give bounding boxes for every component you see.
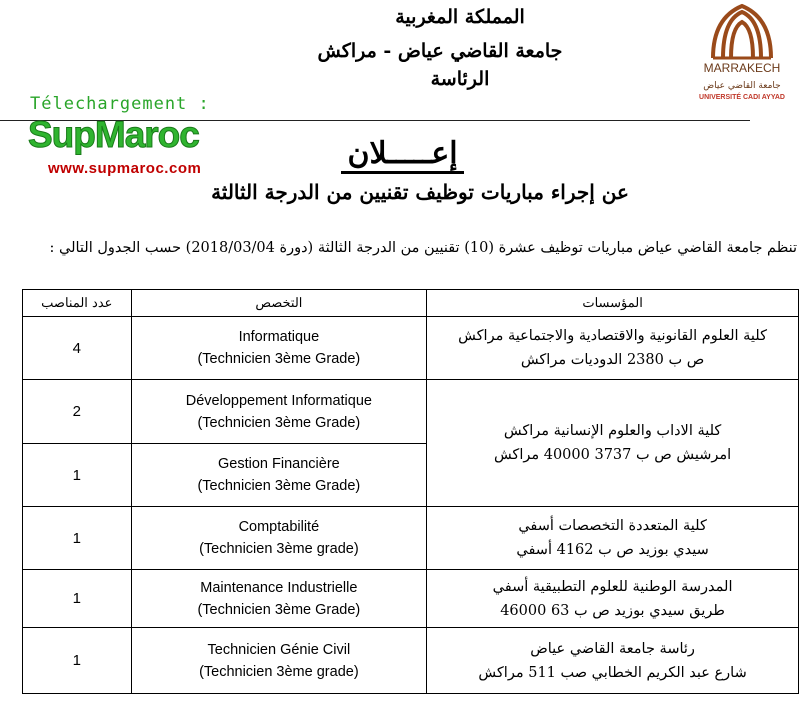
institution-address: شارع عبد الكريم الخطابي صب 511 مراكش — [478, 664, 747, 681]
table-header-row — [23, 290, 799, 317]
logo-city: MARRAKECH — [703, 61, 781, 75]
specialty-grade: (Technicien 3ème grade) — [199, 541, 359, 557]
row-count: 1 — [23, 507, 132, 570]
positions-table — [22, 289, 799, 694]
table-row — [23, 570, 799, 628]
row-institution — [427, 507, 799, 570]
logo-arches-icon — [683, 0, 801, 105]
header-presidency: الرئاسة — [430, 68, 490, 90]
header-specialty: التخصص — [131, 290, 427, 317]
row-specialty — [131, 570, 427, 628]
institution-address: طريق سيدي بوزيد ص ب 63 46000 — [500, 602, 725, 619]
intro-paragraph: تنظم جامعة القاضي عياض مباريات توظيف عشرة (10) تقنيين من الدرجة الثالثة (دورة 2018/03/04) حسب الجدول التالي : — [49, 240, 797, 256]
row-count: 1 — [23, 628, 132, 694]
row-specialty — [131, 507, 427, 570]
announcement-subtitle: عن إجراء مباريات توظيف تقنيين من الدرجة الثالثة — [211, 180, 629, 204]
brand-logo: SupMaroc — [28, 114, 199, 155]
institution-name: رئاسة جامعة القاضي عياض — [530, 640, 695, 657]
institution-name: كلية المتعددة التخصصات أسفي — [518, 518, 707, 534]
specialty-name: Technicien Génie Civil — [207, 641, 351, 658]
specialty-name: Développement Informatique — [185, 392, 372, 409]
logo-latin-name: UNIVERSITÉ CADI AYYAD — [699, 94, 785, 101]
announcement-title — [0, 136, 805, 171]
institution-address: ص ب 2380 الدوديات مراكش — [520, 352, 705, 368]
specialty-name: Comptabilité — [238, 519, 320, 535]
institution-address: امرشيش ص ب 3737 40000 مراكش — [493, 447, 732, 463]
table-row — [23, 380, 799, 444]
header-count: عدد المناصب — [23, 290, 132, 317]
university-logo — [683, 0, 801, 105]
header-kingdom: المملكة المغربية — [395, 6, 525, 28]
row-count: 4 — [23, 317, 132, 380]
table-row — [23, 507, 799, 570]
row-specialty — [131, 628, 427, 694]
title-text: إعـــــلان — [341, 136, 463, 174]
download-label: Télechargement : — [30, 94, 210, 114]
specialty-grade: (Technicien 3ème Grade) — [197, 601, 361, 618]
specialty-name: Maintenance Industrielle — [200, 579, 358, 596]
row-institution — [427, 628, 799, 694]
specialty-name: Informatique — [238, 329, 320, 345]
row-specialty — [131, 380, 427, 444]
row-count: 1 — [23, 444, 132, 507]
brand-url-link[interactable]: www.supmaroc.com — [48, 160, 202, 177]
row-institution — [427, 317, 799, 380]
row-specialty — [131, 444, 427, 507]
institution-address: سيدي بوزيد ص ب 4162 أسفي — [516, 542, 709, 558]
institution-name: كلية الاداب والعلوم الإنسانية مراكش — [503, 423, 722, 439]
row-count: 2 — [23, 380, 132, 444]
specialty-grade: (Technicien 3ème Grade) — [197, 414, 361, 431]
specialty-name: Gestion Financière — [218, 456, 340, 472]
specialty-grade: (Technicien 3ème grade) — [199, 663, 359, 680]
row-specialty — [131, 317, 427, 380]
row-institution — [427, 570, 799, 628]
institution-name: كلية العلوم القانونية والاقتصادية والاجتماعية مراكش — [458, 328, 767, 344]
row-count: 1 — [23, 570, 132, 628]
header-university: جامعة القاضي عياض - مراكش — [317, 40, 563, 62]
institution-name: المدرسة الوطنية للعلوم التطبيقية أسفي — [492, 578, 733, 595]
specialty-grade: (Technicien 3ème Grade) — [197, 478, 361, 494]
table-row — [23, 628, 799, 694]
header-institutions: المؤسسات — [427, 290, 799, 317]
logo-arabic-name: جامعة القاضي عياض — [703, 81, 781, 91]
table-row — [23, 317, 799, 380]
specialty-grade: (Technicien 3ème Grade) — [197, 351, 361, 367]
row-institution — [427, 380, 799, 507]
